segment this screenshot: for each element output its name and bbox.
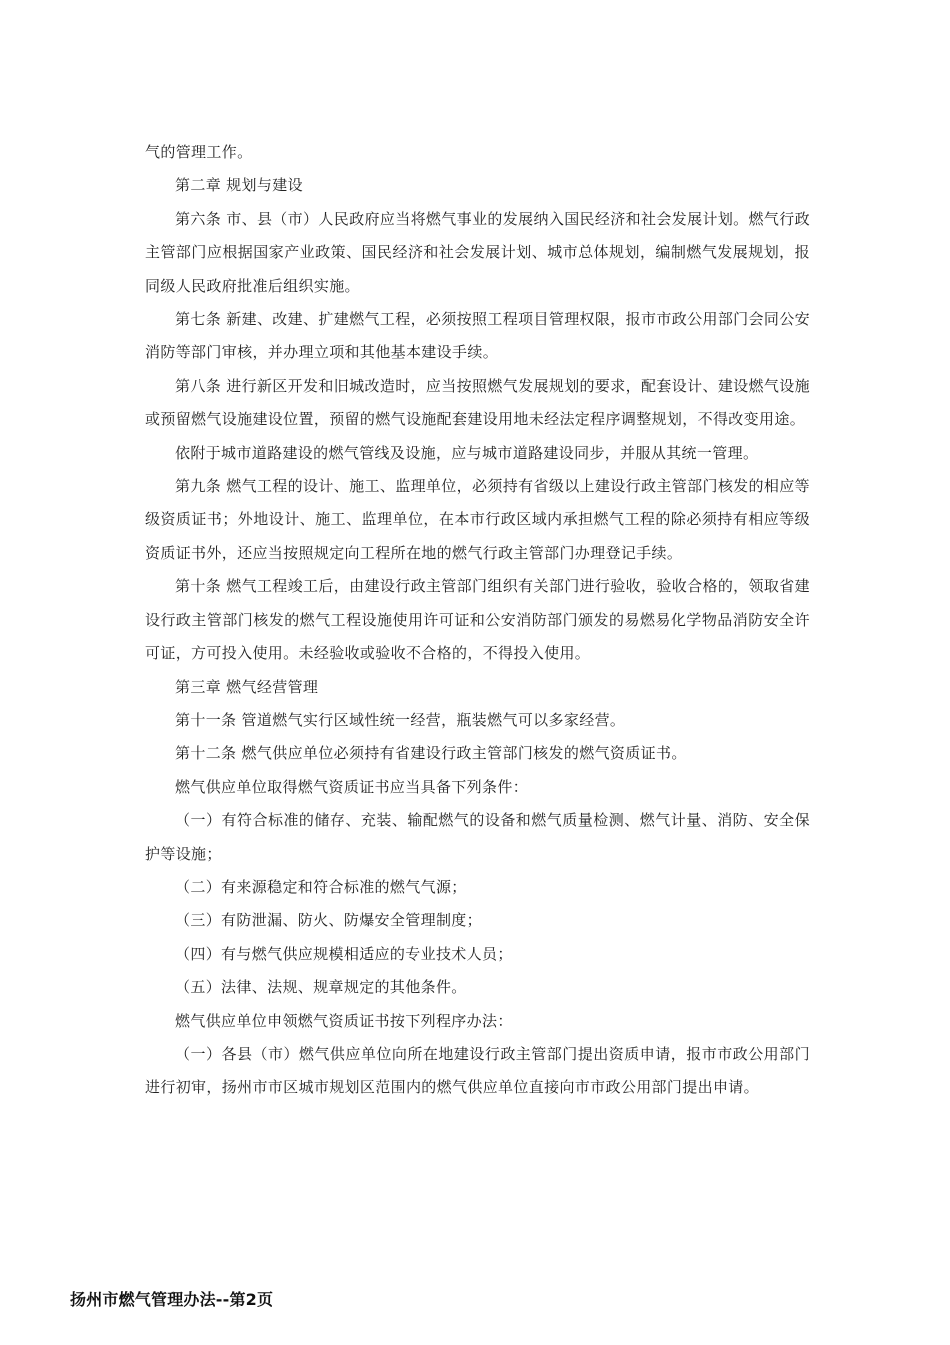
list-item: （五）法律、法规、规章规定的其他条件。	[175, 978, 467, 997]
article-paragraph: 第十二条 燃气供应单位必须持有省建设行政主管部门核发的燃气资质证书。	[175, 744, 687, 763]
document-body	[145, 136, 810, 1105]
paragraph: 气的管理工作。	[145, 143, 253, 161]
list-item: （四）有与燃气供应规模相适应的专业技术人员；	[175, 944, 513, 963]
article-paragraph: 第十条 燃气工程竣工后，由建设行政主管部门组织有关部门进行验收，验收合格的，领取省建设行政主管部门核发的燃气工程设施使用许可证和公安消防部门颁发的易燃易化学物品消防安全许可证，方可投入使用。未经验收或验收不合格的，不得投入使用。	[145, 577, 810, 663]
list-item: （一）各县（市）燃气供应单位向所在地建设行政主管部门提出资质申请，报市市政公用部门进行初审，扬州市市区城市规划区范围内的燃气供应单位直接向市市政公用部门提出申请。	[145, 1044, 810, 1097]
article-paragraph: 第九条 燃气工程的设计、施工、监理单位，必须持有省级以上建设行政主管部门核发的相应等级资质证书；外地设计、施工、监理单位，在本市行政区域内承担燃气工程的除必须持有相应等级资质证书外，还应当按照规定向工程所在地的燃气行政主管部门办理登记手续。	[145, 477, 810, 562]
chapter-heading: 第三章 燃气经营管理	[175, 677, 319, 696]
list-item: （二）有来源稳定和符合标准的燃气气源；	[175, 877, 467, 896]
article-paragraph: 第八条 进行新区开发和旧城改造时，应当按照燃气发展规划的要求，配套设计、建设燃气设施或预留燃气设施建设位置，预留的燃气设施配套建设用地未经法定程序调整规划，不得改变用途。	[145, 376, 810, 429]
paragraph: 燃气供应单位取得燃气资质证书应当具备下列条件：	[175, 777, 529, 796]
chapter-heading: 第二章 规划与建设	[175, 176, 303, 195]
paragraph: 依附于城市道路建设的燃气管线及设施，应与城市道路建设同步，并服从其统一管理。	[175, 443, 759, 462]
article-paragraph: 第六条 市、县（市）人民政府应当将燃气事业的发展纳入国民经济和社会发展计划。燃气行政主管部门应根据国家产业政策、国民经济和社会发展计划、城市总体规划，编制燃气发展规划，报同级人民政府批准后组织实施。	[145, 209, 810, 295]
list-item: （一）有符合标准的储存、充装、输配燃气的设备和燃气质量检测、燃气计量、消防、安全保护等设施；	[145, 811, 810, 863]
article-paragraph: 第十一条 管道燃气实行区域性统一经营，瓶装燃气可以多家经营。	[175, 710, 626, 729]
list-item: （三）有防泄漏、防火、防爆安全管理制度；	[175, 911, 483, 930]
article-paragraph: 第七条 新建、改建、扩建燃气工程，必须按照工程项目管理权限，报市市政公用部门会同公安消防等部门审核，并办理立项和其他基本建设手续。	[145, 310, 810, 362]
page-footer: 扬州市燃气管理办法--第2页	[70, 1290, 274, 1309]
paragraph: 燃气供应单位申领燃气资质证书按下列程序办法：	[175, 1011, 513, 1030]
